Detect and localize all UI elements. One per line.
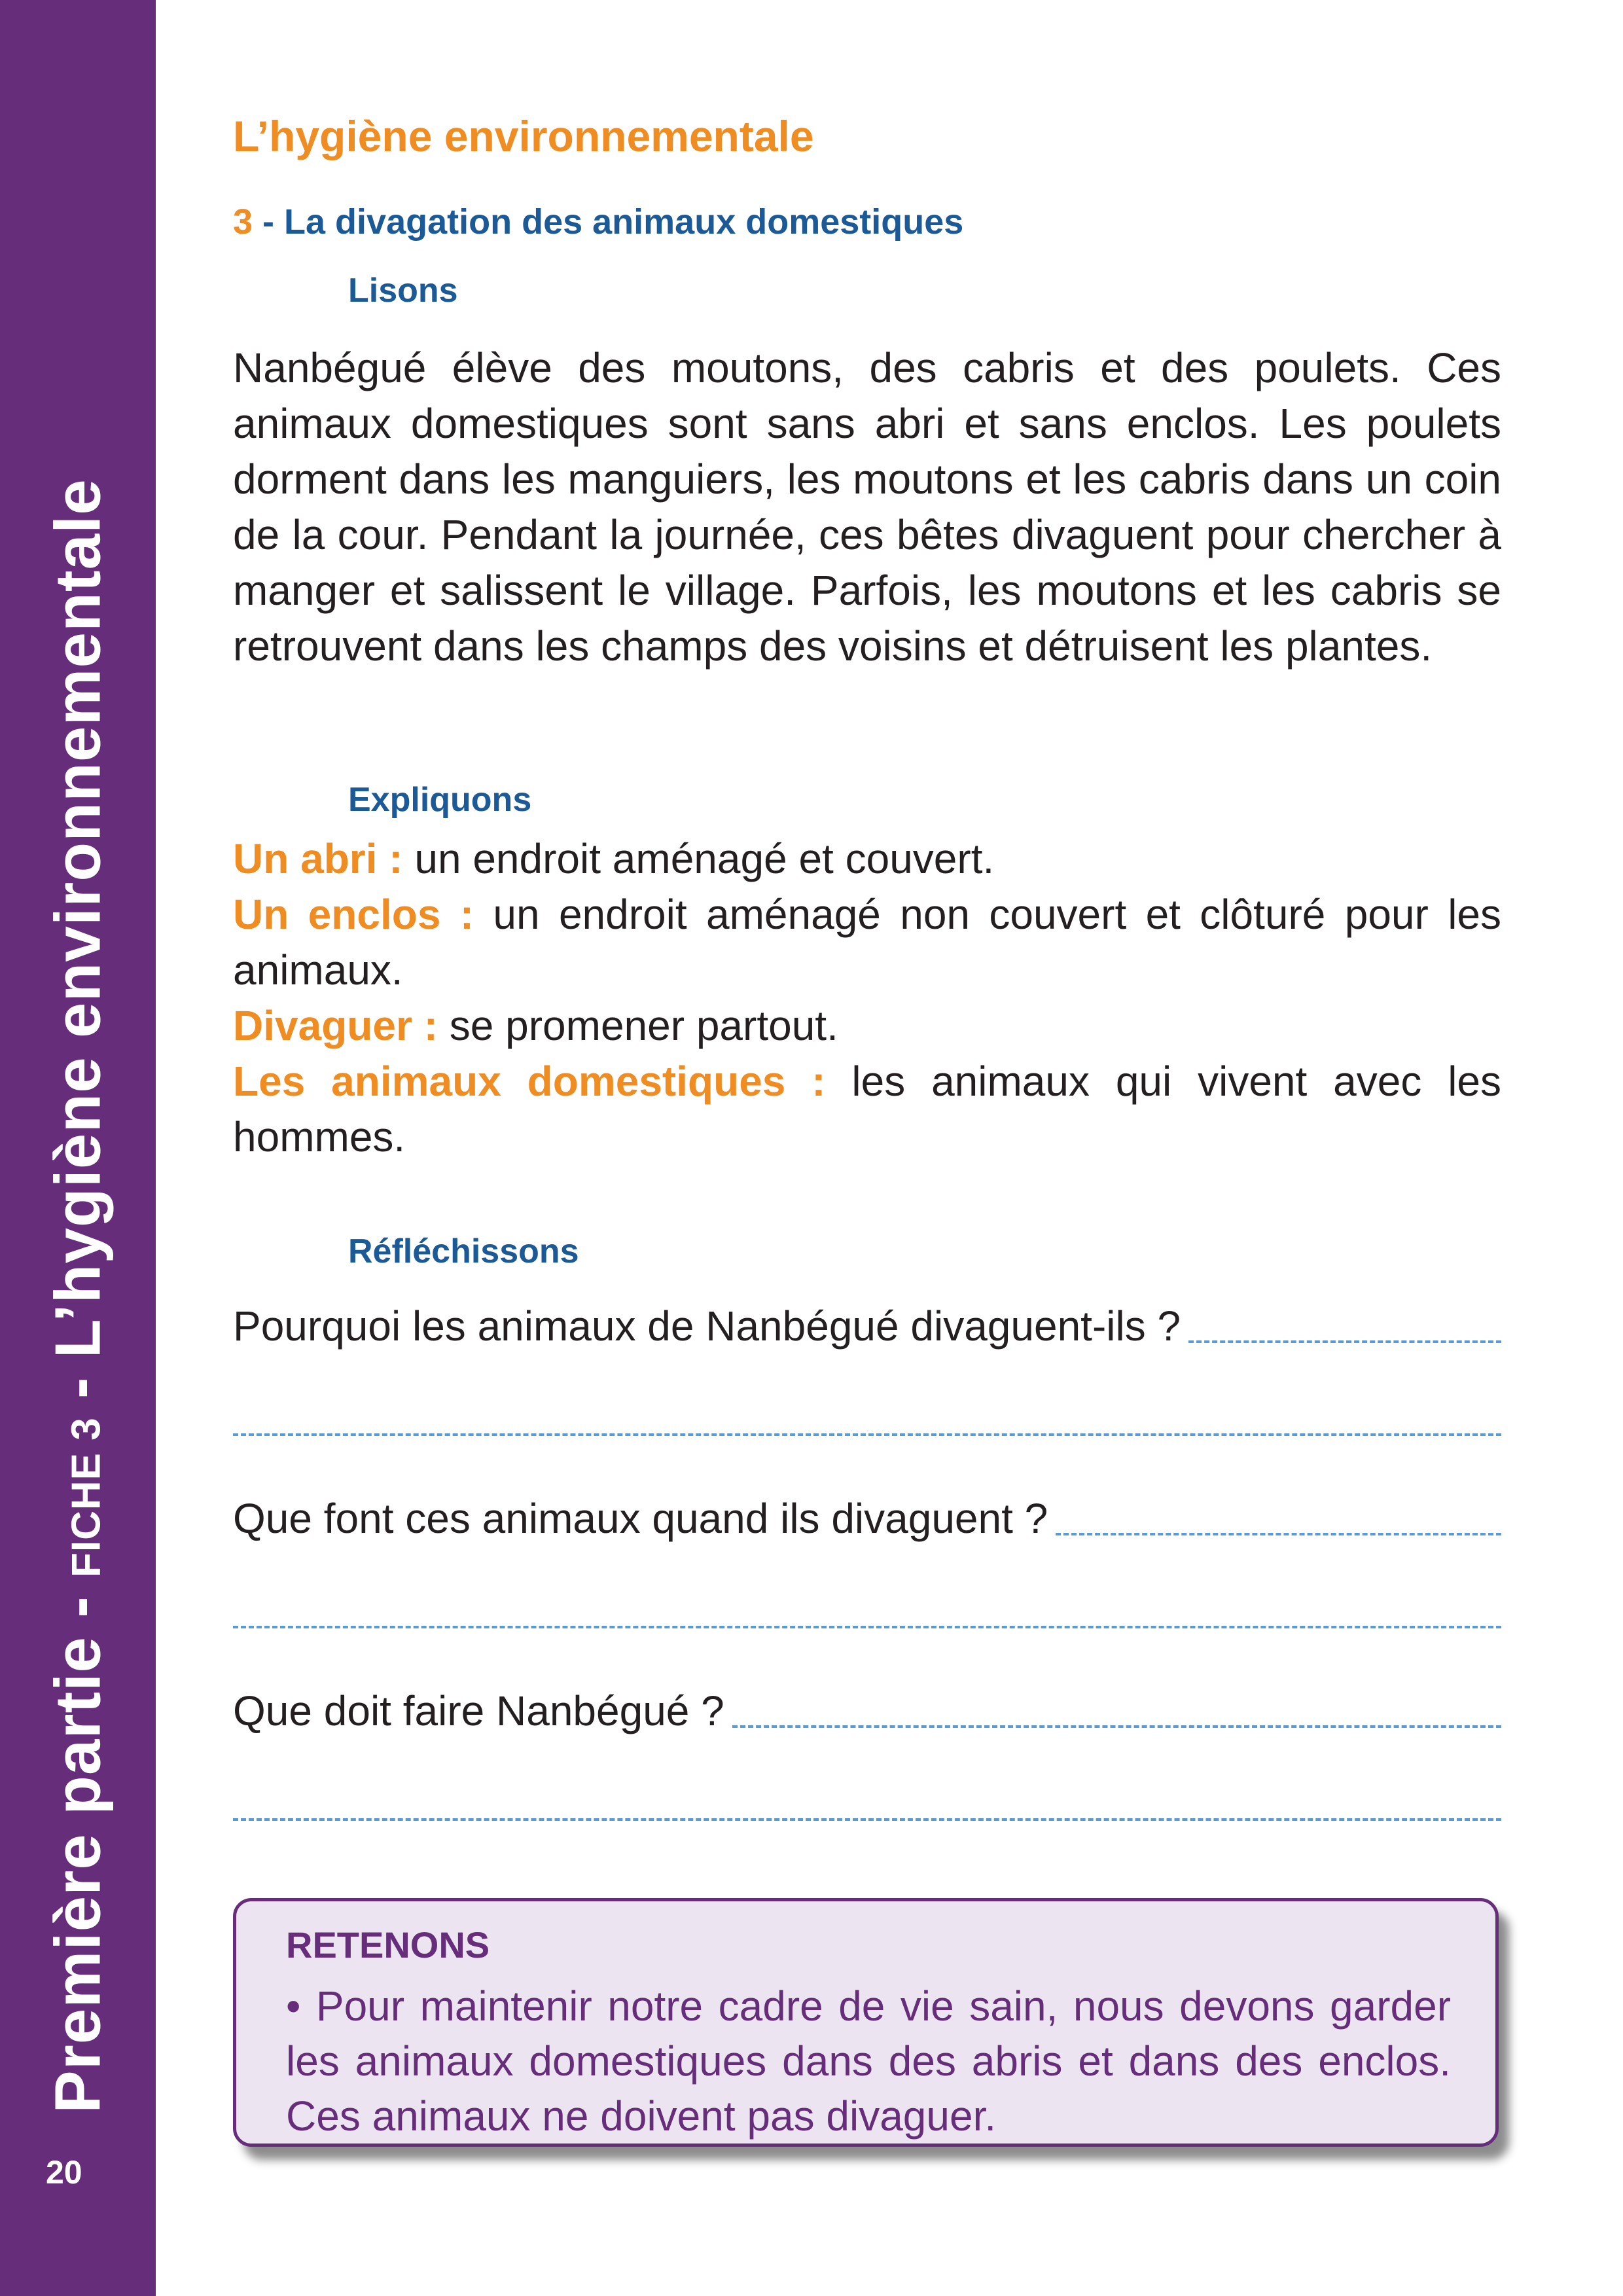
lesson-title: - La divagation des animaux domestiques (253, 202, 964, 242)
sidebar-fiche: FICHE 3 (63, 1417, 109, 1578)
section-title: L’hygiène environnementale (233, 112, 814, 160)
retenons-heading: RETENONS (286, 1924, 490, 1965)
retenons-text: • Pour maintenir notre cadre de vie sain, nous devons garder les animaux domestiques dans des abris et dans des enclos. Ces animaux ne doivent pas divaguer. (286, 1982, 1451, 2140)
lesson-number: 3 (233, 202, 253, 242)
answer-field[interactable] (1188, 1340, 1501, 1343)
question-text: Que font ces animaux quand ils divaguent ? (233, 1495, 1048, 1542)
definition-text: un endroit aménagé non couvert et clôturé pour les animaux. (233, 891, 1502, 994)
sidebar-part: Première partie (41, 1636, 114, 2113)
page-number: 20 (46, 2154, 82, 2191)
question-text: Pourquoi les animaux de Nanbégué divaguent-ils ? (233, 1302, 1181, 1350)
definition-term: Un abri : (233, 835, 403, 882)
retenons-box (233, 1898, 1499, 2147)
lisons-text: Nanbégué élève des moutons, des cabris et des poulets. Ces animaux domestiques sont sans abri et sans enclos. Les poulets dorment dans les manguiers, les moutons et les cabris dans un coin de la cour. Pendant la journée, ces bêtes divaguent pour chercher à manger et salissent le village. Parfois, les moutons et les cabris se retrouvent dans les champs des voisins et détruisent les plantes. (233, 344, 1501, 670)
answer-field[interactable] (1056, 1533, 1501, 1535)
lisons-heading: Lisons (348, 272, 458, 310)
definition-item (233, 831, 1501, 887)
answer-line[interactable] (233, 1433, 1501, 1436)
answer-line[interactable] (233, 1818, 1501, 1821)
definition-text: un endroit aménagé et couvert. (402, 835, 995, 882)
question-3 (233, 1685, 1501, 1737)
sidebar (0, 0, 156, 2296)
answer-line[interactable] (233, 1626, 1501, 1628)
question-text: Que doit faire Nanbégué ? (233, 1687, 724, 1734)
sidebar-topic: L’hygiène environnementale (41, 478, 114, 1359)
question-2 (233, 1492, 1501, 1545)
sidebar-separator: - (41, 1577, 114, 1637)
question-1 (233, 1300, 1501, 1352)
expliquons-heading: Expliquons (348, 781, 532, 819)
sidebar-separator: - (41, 1358, 114, 1418)
definition-term: Un enclos : (233, 891, 474, 938)
definition-item (233, 998, 1501, 1054)
definition-term: Divaguer : (233, 1002, 438, 1049)
reflechissons-heading: Réfléchissons (348, 1232, 579, 1270)
definition-text: se promener partout. (437, 1002, 838, 1049)
definition-item (233, 887, 1501, 998)
sidebar-title (41, 478, 115, 2113)
answer-field[interactable] (732, 1725, 1501, 1728)
lesson-heading (233, 202, 963, 242)
definition-text: les animaux qui vivent avec les hommes. (233, 1058, 1501, 1160)
definition-term: Les animaux domestiques : (233, 1058, 826, 1105)
definition-item (233, 1054, 1501, 1165)
